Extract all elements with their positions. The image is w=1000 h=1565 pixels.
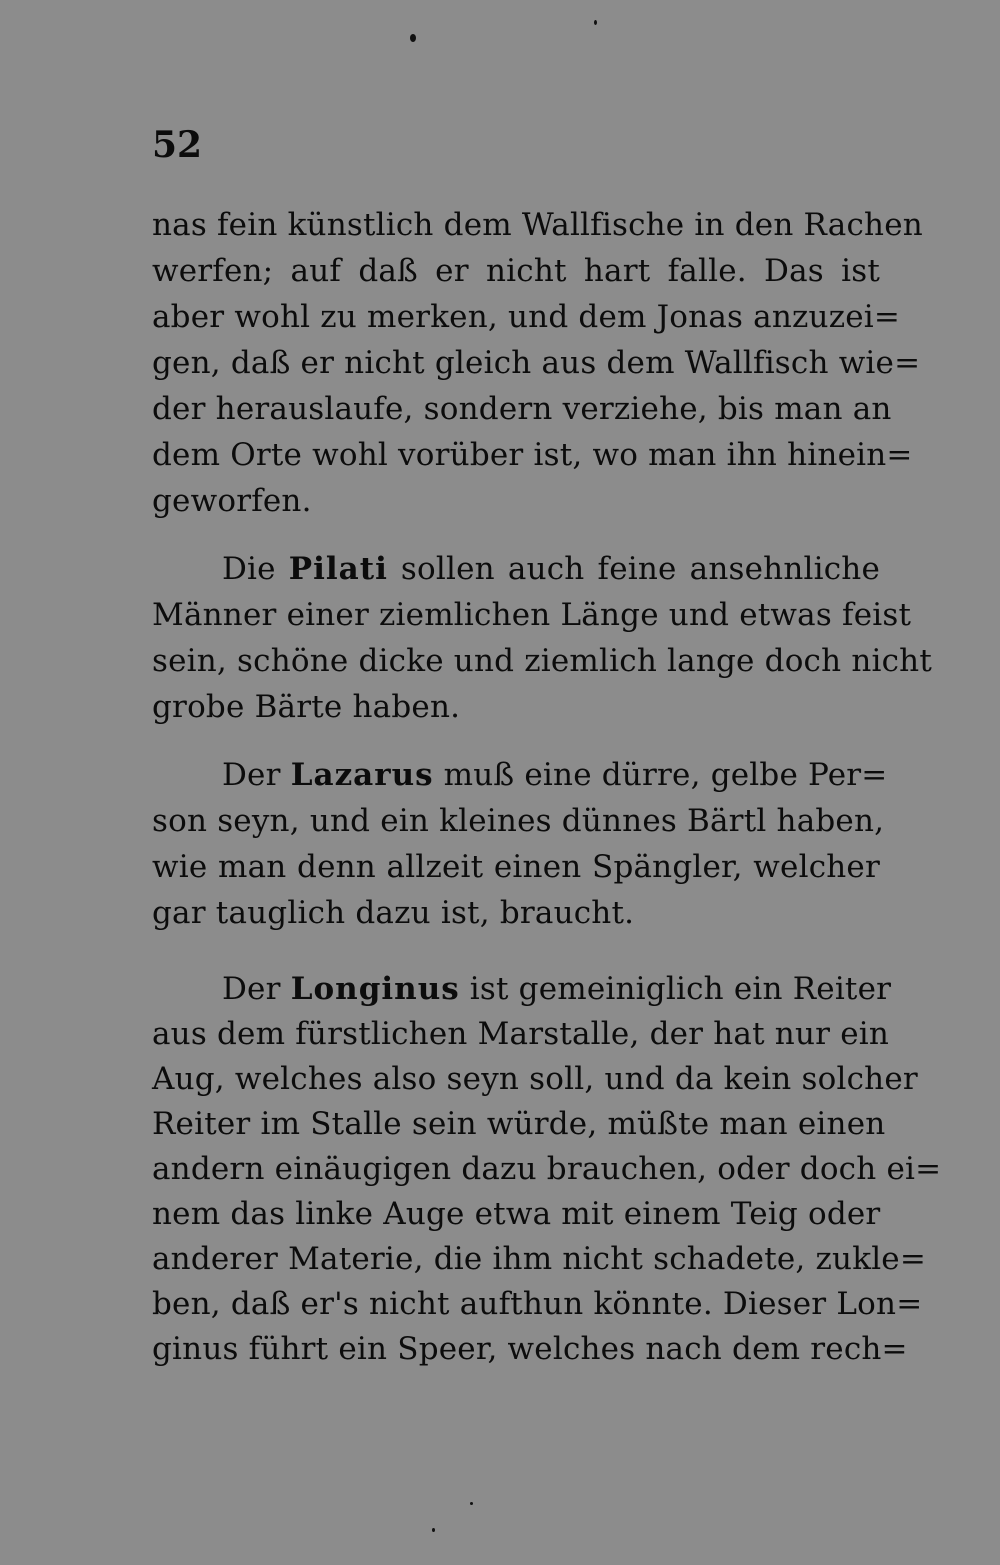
text-line: son seyn, und ein kleines dünnes Bärtl haben,: [152, 803, 885, 839]
text-segment: muß eine dürre, gelbe Per=: [433, 757, 888, 793]
character-name: Pilati: [288, 551, 388, 587]
text-line: sein, schöne dicke und ziemlich lange doch nicht: [152, 643, 932, 679]
text-segment: Der: [222, 971, 291, 1007]
ink-speck: [470, 1502, 473, 1505]
text-line: Männer einer ziemlichen Länge und etwas feist: [152, 597, 912, 633]
text-line: grobe Bärte haben.: [152, 689, 461, 725]
text-line: aber wohl zu merken, und dem Jonas anzuzei=: [152, 299, 901, 335]
text-line: aus dem fürstlichen Marstalle, der hat nur ein: [152, 1016, 890, 1052]
ink-speck: [410, 34, 416, 42]
text-line: ben, daß er's nicht aufthun könnte. Dieser Lon=: [152, 1286, 923, 1322]
text-segment: Der: [222, 757, 291, 793]
paragraph-first-line: [222, 752, 888, 798]
paragraph-first-line: [222, 966, 892, 1012]
text-line: andern einäugigen dazu brauchen, oder doch ei=: [152, 1151, 942, 1187]
text-line: nem das linke Auge etwa mit einem Teig oder: [152, 1196, 881, 1232]
paragraph-first-line: [222, 546, 880, 592]
text-line: dem Orte wohl vorüber ist, wo man ihn hinein=: [152, 437, 913, 473]
ink-speck: [432, 1528, 435, 1532]
text-line: ginus führt ein Speer, welches nach dem rech=: [152, 1331, 908, 1367]
text-line: geworfen.: [152, 483, 312, 519]
text-segment: sollen auch feine ansehnliche: [387, 551, 880, 587]
text-line: anderer Materie, die ihm nicht schadete, zukle=: [152, 1241, 927, 1277]
text-line: Reiter im Stalle sein würde, müßte man einen: [152, 1106, 886, 1142]
text-segment: Die: [222, 551, 289, 587]
text-line: der herauslaufe, sondern verziehe, bis man an: [152, 391, 892, 427]
character-name: Lazarus: [290, 757, 434, 793]
character-name: Longinus: [290, 971, 460, 1007]
text-line: wie man denn allzeit einen Spängler, welcher: [152, 849, 880, 885]
page-number: 52: [152, 124, 203, 166]
text-line: gar tauglich dazu ist, braucht.: [152, 895, 635, 931]
text-line: gen, daß er nicht gleich aus dem Wallfisch wie=: [152, 345, 921, 381]
ink-speck: [594, 20, 597, 25]
text-line: nas fein künstlich dem Wallfische in den Rachen: [152, 207, 923, 243]
text-line: Aug, welches also seyn soll, und da kein solcher: [152, 1061, 918, 1097]
text-line: werfen; auf daß er nicht hart falle. Das ist: [152, 253, 880, 289]
text-segment: ist gemeiniglich ein Reiter: [459, 971, 892, 1007]
